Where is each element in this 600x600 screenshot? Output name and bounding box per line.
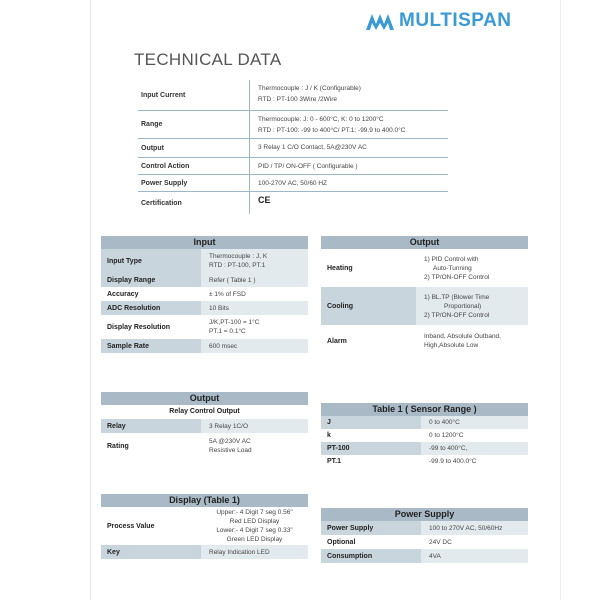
tech-value: Thermocouple : J / K (Configurable) RTD : PT-100 3Wire /2Wire — [258, 85, 361, 103]
page-edge-right — [560, 0, 561, 600]
tech-label: Output — [138, 139, 250, 157]
tech-row — [138, 192, 448, 214]
tech-row — [138, 80, 448, 111]
table-row — [101, 419, 308, 433]
input-table — [101, 236, 308, 353]
row-value: Thermocouple : J, K RTD : PT-100, PT.1 — [201, 249, 308, 273]
table-row — [321, 535, 528, 549]
row-value: ± 1% of FSD — [209, 290, 246, 298]
tech-row — [138, 158, 448, 175]
tech-row — [138, 111, 448, 139]
page-title: TECHNICAL DATA — [134, 50, 282, 69]
row-label: Heating — [327, 264, 353, 272]
row-label: Process Value — [107, 522, 155, 530]
tech-label: Range — [138, 111, 250, 138]
output-relay-subtitle: Relay Control Output — [169, 408, 240, 415]
row-label: Alarm — [327, 337, 347, 345]
row-value: Relay Indication LED — [201, 545, 308, 559]
row-label: ADC Resolution — [107, 304, 161, 312]
ce-mark-icon: CE — [258, 195, 271, 205]
display-table-title: Display (Table 1) — [101, 494, 308, 507]
row-value: 3 Relay 1C/O — [201, 419, 308, 433]
sensor-range-title: Table 1 ( Sensor Range ) — [321, 403, 528, 416]
power-supply-table — [321, 508, 528, 563]
row-label: Power Supply — [327, 524, 374, 532]
table-row — [321, 416, 528, 429]
tech-value: Thermocouple: J: 0 - 600°C, K: 0 to 1200°C RTD : PT-100: -99 to 400°C/ PT.1: -99.9 to 400.0°C — [258, 116, 406, 134]
row-value: J/K,PT-100 = 1°C PT.1 = 0.1°C — [209, 319, 260, 335]
table-row — [101, 273, 308, 287]
tech-value: PID / TP/ ON-OFF ( Configurable ) — [258, 163, 358, 170]
page-edge-left — [90, 0, 91, 600]
output-control-title: Output — [321, 236, 528, 249]
table-row — [101, 339, 308, 353]
row-value: -99 to 400°C, — [421, 442, 528, 455]
table-row — [321, 455, 528, 468]
output-relay-title: Output — [101, 392, 308, 405]
row-label: Input Type — [107, 257, 142, 265]
row-label: PT.1 — [327, 458, 342, 465]
row-label: J — [327, 419, 331, 426]
table-row — [101, 507, 308, 545]
table-row — [321, 287, 528, 325]
output-control-table — [321, 236, 528, 357]
row-label: Sample Rate — [107, 342, 150, 350]
table-row — [101, 287, 308, 301]
tech-value — [250, 192, 448, 214]
table-row — [321, 549, 528, 563]
brand-logo — [366, 10, 512, 32]
tech-data-table — [138, 80, 448, 214]
row-label: Rating — [107, 442, 129, 450]
table-row — [101, 315, 308, 339]
tech-value: 100-270V AC, 50/60 HZ — [258, 180, 328, 187]
tech-label: Power Supply — [138, 175, 250, 191]
table-row — [101, 249, 308, 273]
row-value: Refer ( Table 1 ) — [201, 273, 308, 287]
tech-value: 3 Relay 1 C/O Contact, 5A@230V AC — [258, 144, 367, 151]
tech-row — [138, 175, 448, 192]
table-row — [321, 325, 528, 357]
row-value: 24V DC — [429, 538, 452, 546]
row-label: Display Range — [107, 276, 156, 284]
input-table-title: Input — [101, 236, 308, 249]
row-value: Inband, Absolute Outband, High,Absolute Low — [424, 333, 501, 349]
row-value: 4VA — [421, 549, 528, 563]
row-label: Optional — [327, 538, 356, 546]
table-row — [321, 521, 528, 535]
row-label: Display Resolution — [107, 323, 171, 331]
tech-label: Certification — [138, 192, 250, 214]
output-relay-table — [101, 392, 308, 459]
table-row — [101, 301, 308, 315]
row-label: k — [327, 432, 331, 439]
row-label: Consumption — [327, 552, 373, 560]
table-row — [321, 442, 528, 455]
row-label: PT-100 — [327, 445, 350, 452]
sensor-range-table — [321, 403, 528, 468]
tech-label: Input Current — [138, 80, 250, 110]
row-value: 1) BL.TP (Blower Time Proportional) 2) TP/ON-OFF Control — [416, 287, 528, 325]
row-label: Key — [107, 548, 120, 556]
table-row — [101, 545, 308, 559]
table-row — [101, 433, 308, 459]
row-value: 600 msec — [201, 339, 308, 353]
row-value: 5A @230V AC Resistive Load — [209, 438, 252, 454]
row-value: -99.9 to 400.0°C — [429, 458, 477, 465]
table-row — [321, 429, 528, 442]
table-row — [321, 249, 528, 287]
logo-mark-icon — [366, 12, 394, 30]
row-label: Accuracy — [107, 290, 139, 298]
row-value: 10 Bits — [201, 301, 308, 315]
display-table — [101, 494, 308, 559]
brand-name: MULTISPAN — [399, 10, 512, 31]
row-value: Upper:- 4 Digit 7 seg 0.56" Red LED Display Lower:- 4 Digit 7 seg 0.33" Green LED Display — [216, 509, 293, 543]
tech-row — [138, 139, 448, 158]
tech-label: Control Action — [138, 158, 250, 174]
row-value: 0 to 1200°C — [429, 432, 464, 439]
row-label: Cooling — [327, 302, 354, 310]
row-label: Relay — [107, 422, 126, 430]
row-value: 0 to 400°C — [421, 416, 528, 429]
power-supply-title: Power Supply — [321, 508, 528, 521]
row-value: 100 to 270V AC, 50/60Hz — [421, 521, 528, 535]
row-value: 1) PID Control with Auto-Tunning 2) TP/ON-OFF Control — [424, 255, 490, 281]
